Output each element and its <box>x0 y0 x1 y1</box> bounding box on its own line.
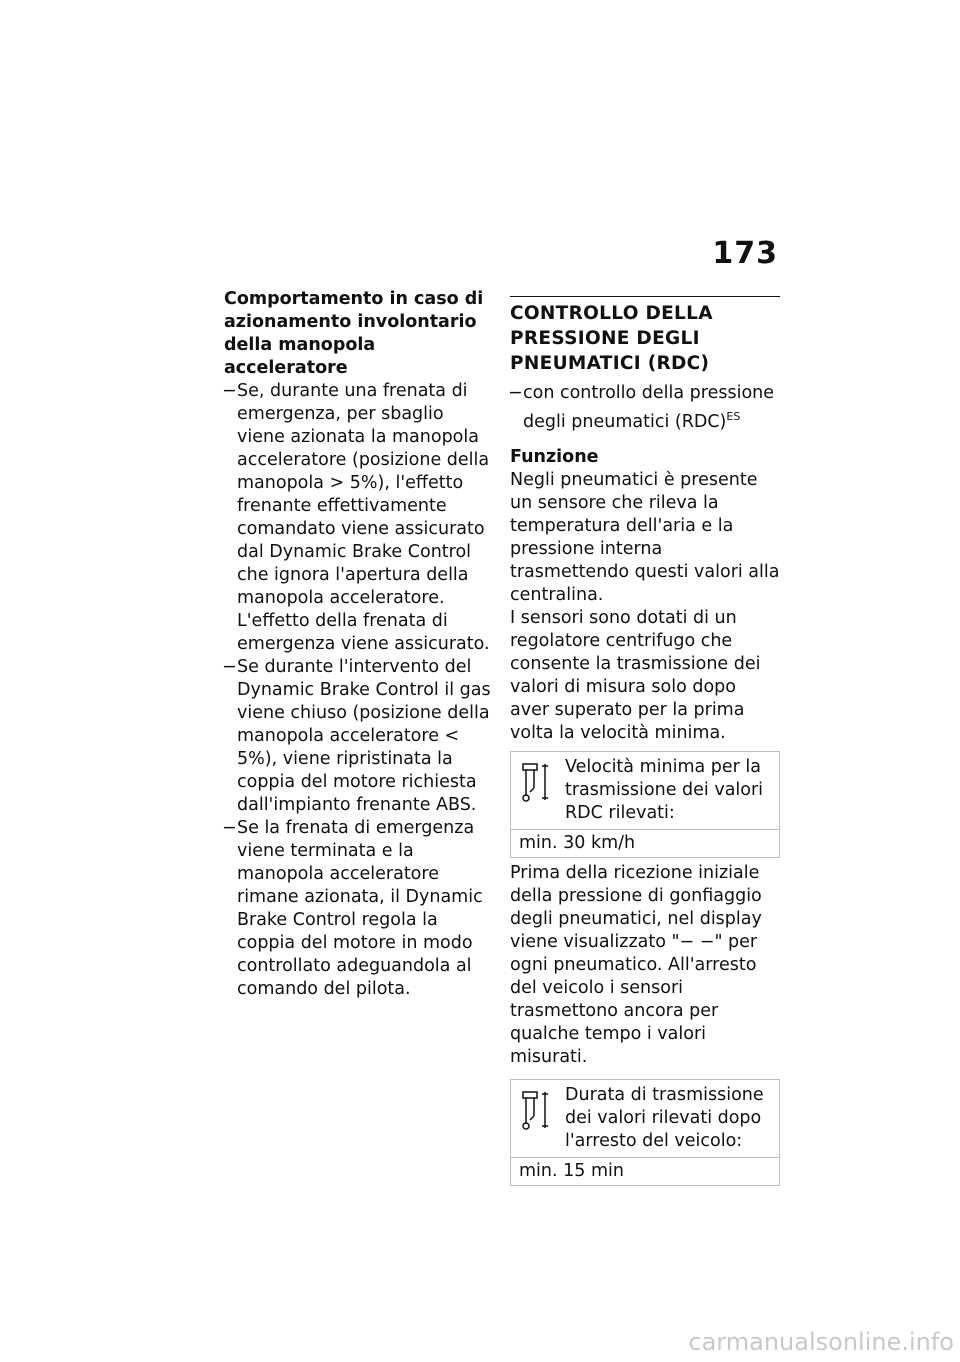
section-divider <box>510 296 780 297</box>
list-item: − Se durante l'intervento del Dynamic Brake Control il gas viene chiuso (posizione della manopola acceleratore < 5%), viene ripristinata la coppia del motore richiesta dall'impianto frenante ABS. <box>222 657 491 815</box>
spec-box-speed <box>510 751 780 858</box>
watermark: carmanualsonline.info <box>688 1328 954 1356</box>
function-paragraph: Negli pneumatici è presente un sensore che rileva la temperatura dell'aria e la pressione interna trasmettendo questi valori alla centralina. <box>510 470 780 605</box>
dash-bullet: − <box>222 381 237 401</box>
left-column <box>224 288 492 1001</box>
throttle-heading: Comportamento in caso di azionamento involontario della manopola acceleratore <box>224 289 484 378</box>
list-item: − Se la frenata di emergenza viene terminata e la manopola acceleratore rimane azionata, il Dynamic Brake Control regola la coppia del motore in modo controllato adeguandola al comando del pilota. <box>222 818 483 999</box>
spec-label: Velocità minima per la trasmissione dei valori RDC rilevati: <box>565 757 764 823</box>
option-item: − con controllo della pressione degli pneumatici (RDC)$^{ES}$ <box>508 383 775 432</box>
section-title: CONTROLLO DELLA PRESSIONE DEGLI PNEUMATICI (RDC) <box>510 303 713 374</box>
sensor-paragraph: I sensori sono dotati di un regolatore centrifugo che consente la trasmissione dei valori di misura solo dopo aver superato per la prima volta la velocità minima. <box>510 608 761 743</box>
tyre-gauge-icon <box>517 1086 557 1132</box>
spec-box-duration <box>510 1079 780 1186</box>
tyre-gauge-icon <box>517 758 557 804</box>
spec-value: min. 15 min <box>511 1157 779 1185</box>
spec-label: Durata di trasmissione dei valori rilevati dopo l'arresto del veicolo: <box>565 1085 764 1151</box>
display-paragraph: Prima della ricezione iniziale della pressione di gonfiaggio degli pneumatici, nel display viene visualizzato "− −" per ogni pneumatico. All'arresto del veicolo i sensori trasmettono ancora per qualche tempo i valori misurati. <box>510 863 762 1067</box>
dash-bullet: − <box>508 383 523 403</box>
function-heading: Funzione <box>510 447 599 467</box>
list-item: − Se, durante una frenata di emergenza, per sbaglio viene azionata la manopola acceleratore (posizione della manopola > 5%), l'effetto frenante effettivamente comandato viene assicurato dal Dynamic Brake Control che ignora l'apertura della manopola acceleratore. L'effetto della frenata di emergenza viene assicurato. <box>222 381 490 654</box>
spec-value: min. 30 km/h <box>511 829 779 857</box>
option-code: ES <box>726 410 741 423</box>
right-column <box>510 288 780 1190</box>
dash-bullet: − <box>222 818 237 838</box>
page-number: 173 <box>712 236 778 271</box>
dash-bullet: − <box>222 657 237 677</box>
